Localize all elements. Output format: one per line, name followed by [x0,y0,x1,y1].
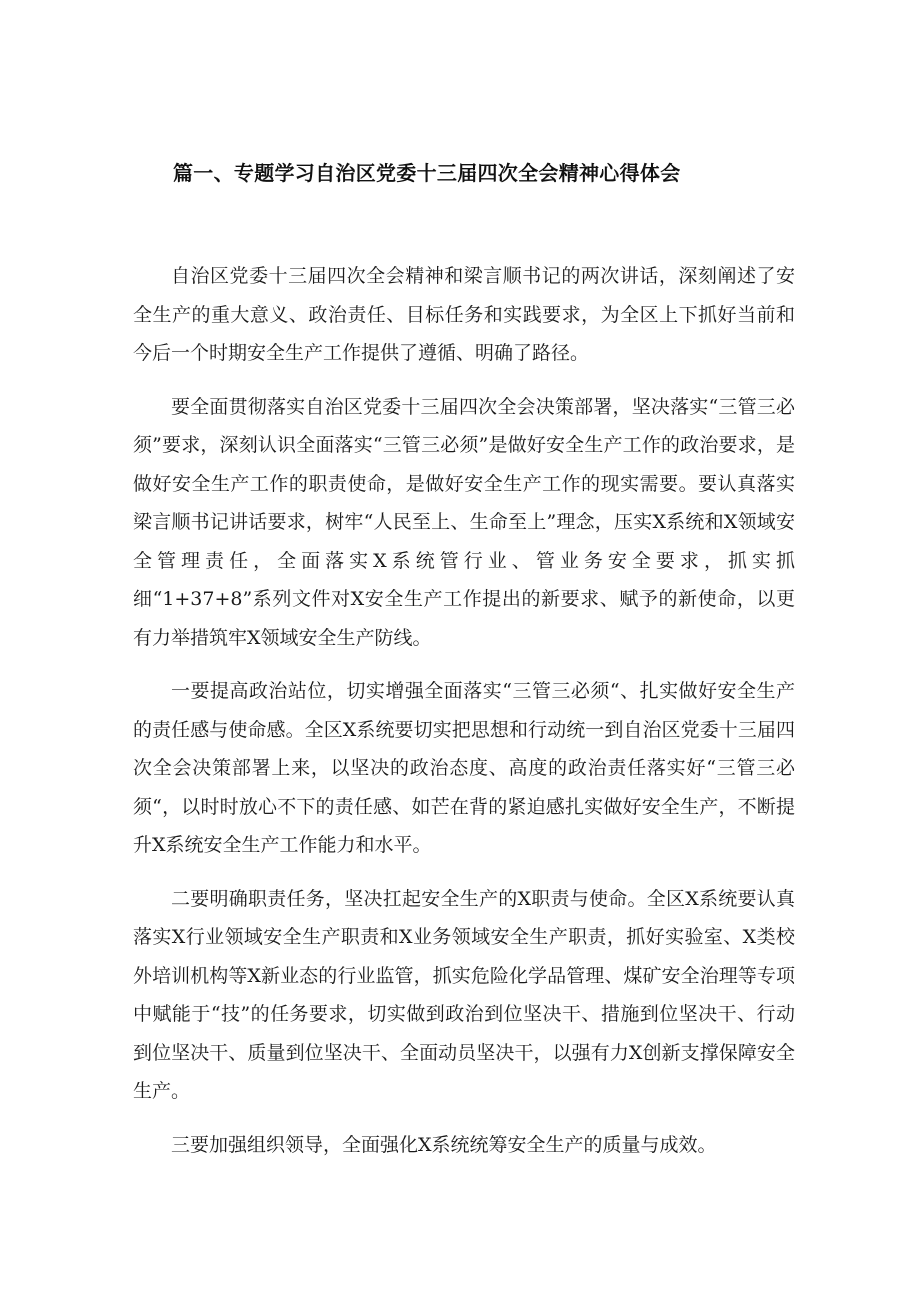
paragraph-4: 二要明确职责任务，坚决扛起安全生产的X职责与使命。全区X系统要认真落实X行业领域安全生产职责和X业务领域安全生产职责，抓好实验室、X类校外培训机构等X新业态的行业监管，抓实危险化学品管理、煤矿安全治理等专项中赋能于“技”的任务要求，切实做到政治到位坚决干、措施到位坚决干、行动到位坚决干、质量到位坚决干、全面动员坚决干，以强有力X创新支撑保障安全生产。 [133,887,795,1102]
paragraph-2: 要全面贯彻落实自治区党委十三届四次全会决策部署，坚决落实“三管三必须”要求，深刻认识全面落实“三管三必须”是做好安全生产工作的政治要求，是做好安全生产工作的职责使命，是做好安全生产工作的现实需要。要认真落实梁言顺书记讲话要求，树牢“人民至上、生命至上”理念，压实X系统和X领域安全管理责任，全面落实X系统管行业、管业务安全要求，抓实抓细“1+37+8”系列文件对X安全生产工作提出的新要求、赋予的新使命，以更有力举措筑牢X领域安全生产防线。 [133,395,795,649]
document-title: 篇一、专题学习自治区党委十三届四次全会精神心得体会 [173,161,681,185]
paragraph-5: 三要加强组织领导，全面强化X系统统筹安全生产的质量与成效。 [171,1133,717,1156]
paragraph-1: 自治区党委十三届四次全会精神和梁言顺书记的两次讲话，深刻阐述了安全生产的重大意义、政治责任、目标任务和实践要求，为全区上下抓好当前和今后一个时期安全生产工作提供了遵循、明确了路径。 [133,265,795,364]
document-body [133,257,795,1179]
paragraph-3: 一要提高政治站位，切实增强全面落实“三管三必须“、扎实做好安全生产的责任感与使命感。全区X系统要切实把思想和行动统一到自治区党委十三届四次全会决策部署上来，以坚决的政治态度、高度的政治责任落实好“三管三必须“，以时时放心不下的责任感、如芒在背的紧迫感扎实做好安全生产，不断提升X系统安全生产工作能力和水平。 [133,680,795,856]
